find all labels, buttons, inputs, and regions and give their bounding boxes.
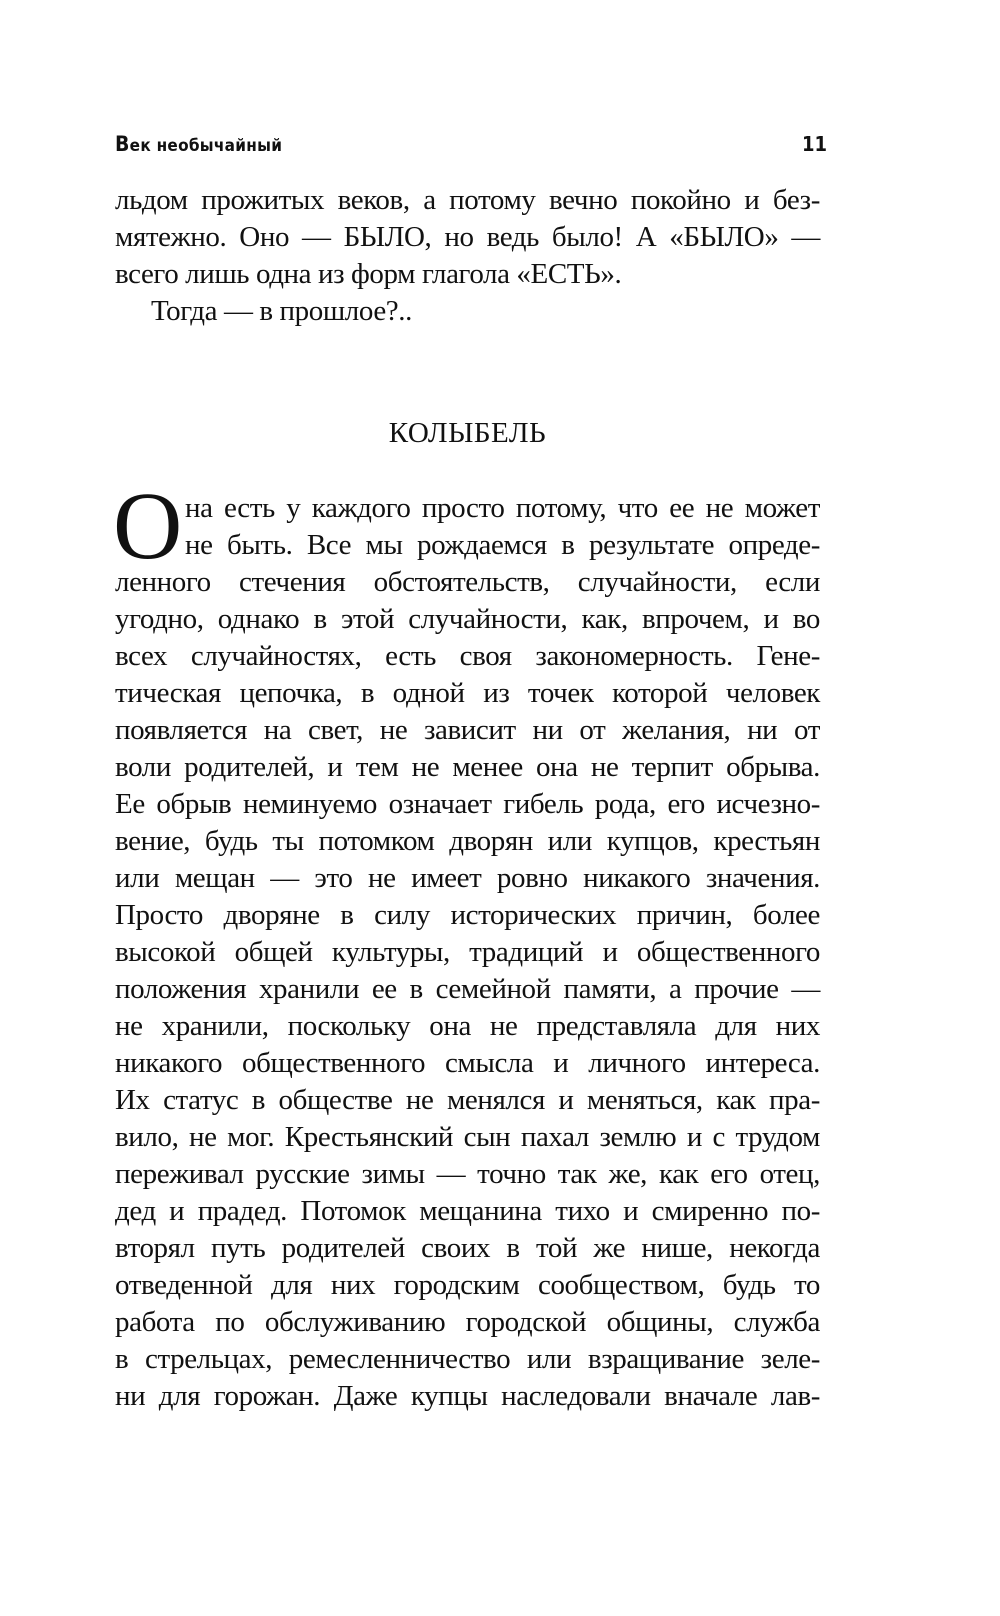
- text-line: вило, не мог. Крестьянский сын пахал землю и с трудом: [115, 1121, 820, 1153]
- text-line: тическая цепочка, в одной из точек которой человек: [115, 677, 820, 709]
- text-line: работа по обслуживанию городской общины, служба: [115, 1306, 820, 1338]
- page-number: 11: [802, 132, 828, 156]
- text-line: переживал русские зимы — точно так же, как его отец,: [115, 1158, 820, 1190]
- text-line: появляется на свет, не зависит ни от желания, ни от: [115, 714, 820, 746]
- running-head-rest: ек необычайный: [129, 136, 283, 156]
- drop-cap: О: [113, 472, 183, 579]
- text-line: не хранили, поскольку она не представляла для них: [115, 1010, 820, 1042]
- text-line: на есть у каждого просто потому, что ее не может: [185, 492, 820, 524]
- text-line: льдом прожитых веков, а потому вечно покойно и без-: [115, 184, 820, 216]
- text-line: Тогда — в прошлое?..: [151, 295, 412, 327]
- running-head-initial: В: [115, 132, 130, 156]
- section-body-text: [115, 490, 820, 1415]
- text-line: ни для горожан. Даже купцы наследовали вначале лав-: [115, 1380, 820, 1412]
- text-line: мятежно. Оно — БЫЛО, но ведь было! А «БЫЛО» —: [115, 221, 820, 253]
- text-line: ленного стечения обстоятельств, случайности, если: [115, 566, 820, 598]
- text-line: никакого общественного смысла и личного интереса.: [115, 1047, 820, 1079]
- text-line: всех случайностях, есть своя закономерность. Гене-: [115, 640, 820, 672]
- text-line: не быть. Все мы рождаемся в результате опреде-: [185, 529, 820, 561]
- text-line: Ее обрыв неминуемо означает гибель рода, его исчезно-: [115, 788, 820, 820]
- text-line: Просто дворяне в силу исторических причин, более: [115, 899, 820, 931]
- previous-section-text: [115, 182, 820, 330]
- text-line: вторял путь родителей своих в той же нише, некогда: [115, 1232, 820, 1264]
- text-line: дед и прадед. Потомок мещанина тихо и смиренно по-: [115, 1195, 820, 1227]
- text-line: воли родителей, и тем не менее она не терпит обрыва.: [115, 751, 820, 783]
- text-line: Их статус в обществе не менялся и меняться, как пра-: [115, 1084, 820, 1116]
- text-line: положения хранили ее в семейной памяти, а прочие —: [115, 973, 820, 1005]
- section-title: КОЛЫБЕЛЬ: [388, 417, 547, 449]
- text-line: угодно, однако в этой случайности, как, впрочем, и во: [115, 603, 820, 635]
- text-line: вение, будь ты потомком дворян или купцов, крестьян: [115, 825, 820, 857]
- text-line: всего лишь одна из форм глагола «ЕСТЬ».: [115, 258, 622, 290]
- text-line: в стрельцах, ремесленничество или взращивание зеле-: [115, 1343, 820, 1375]
- running-head: [115, 132, 282, 158]
- text-line: отведенной для них городским сообществом, будь то: [115, 1269, 820, 1301]
- text-line: высокой общей культуры, традиций и общественного: [115, 936, 820, 968]
- text-line: или мещан — это не имеет ровно никакого значения.: [115, 862, 820, 894]
